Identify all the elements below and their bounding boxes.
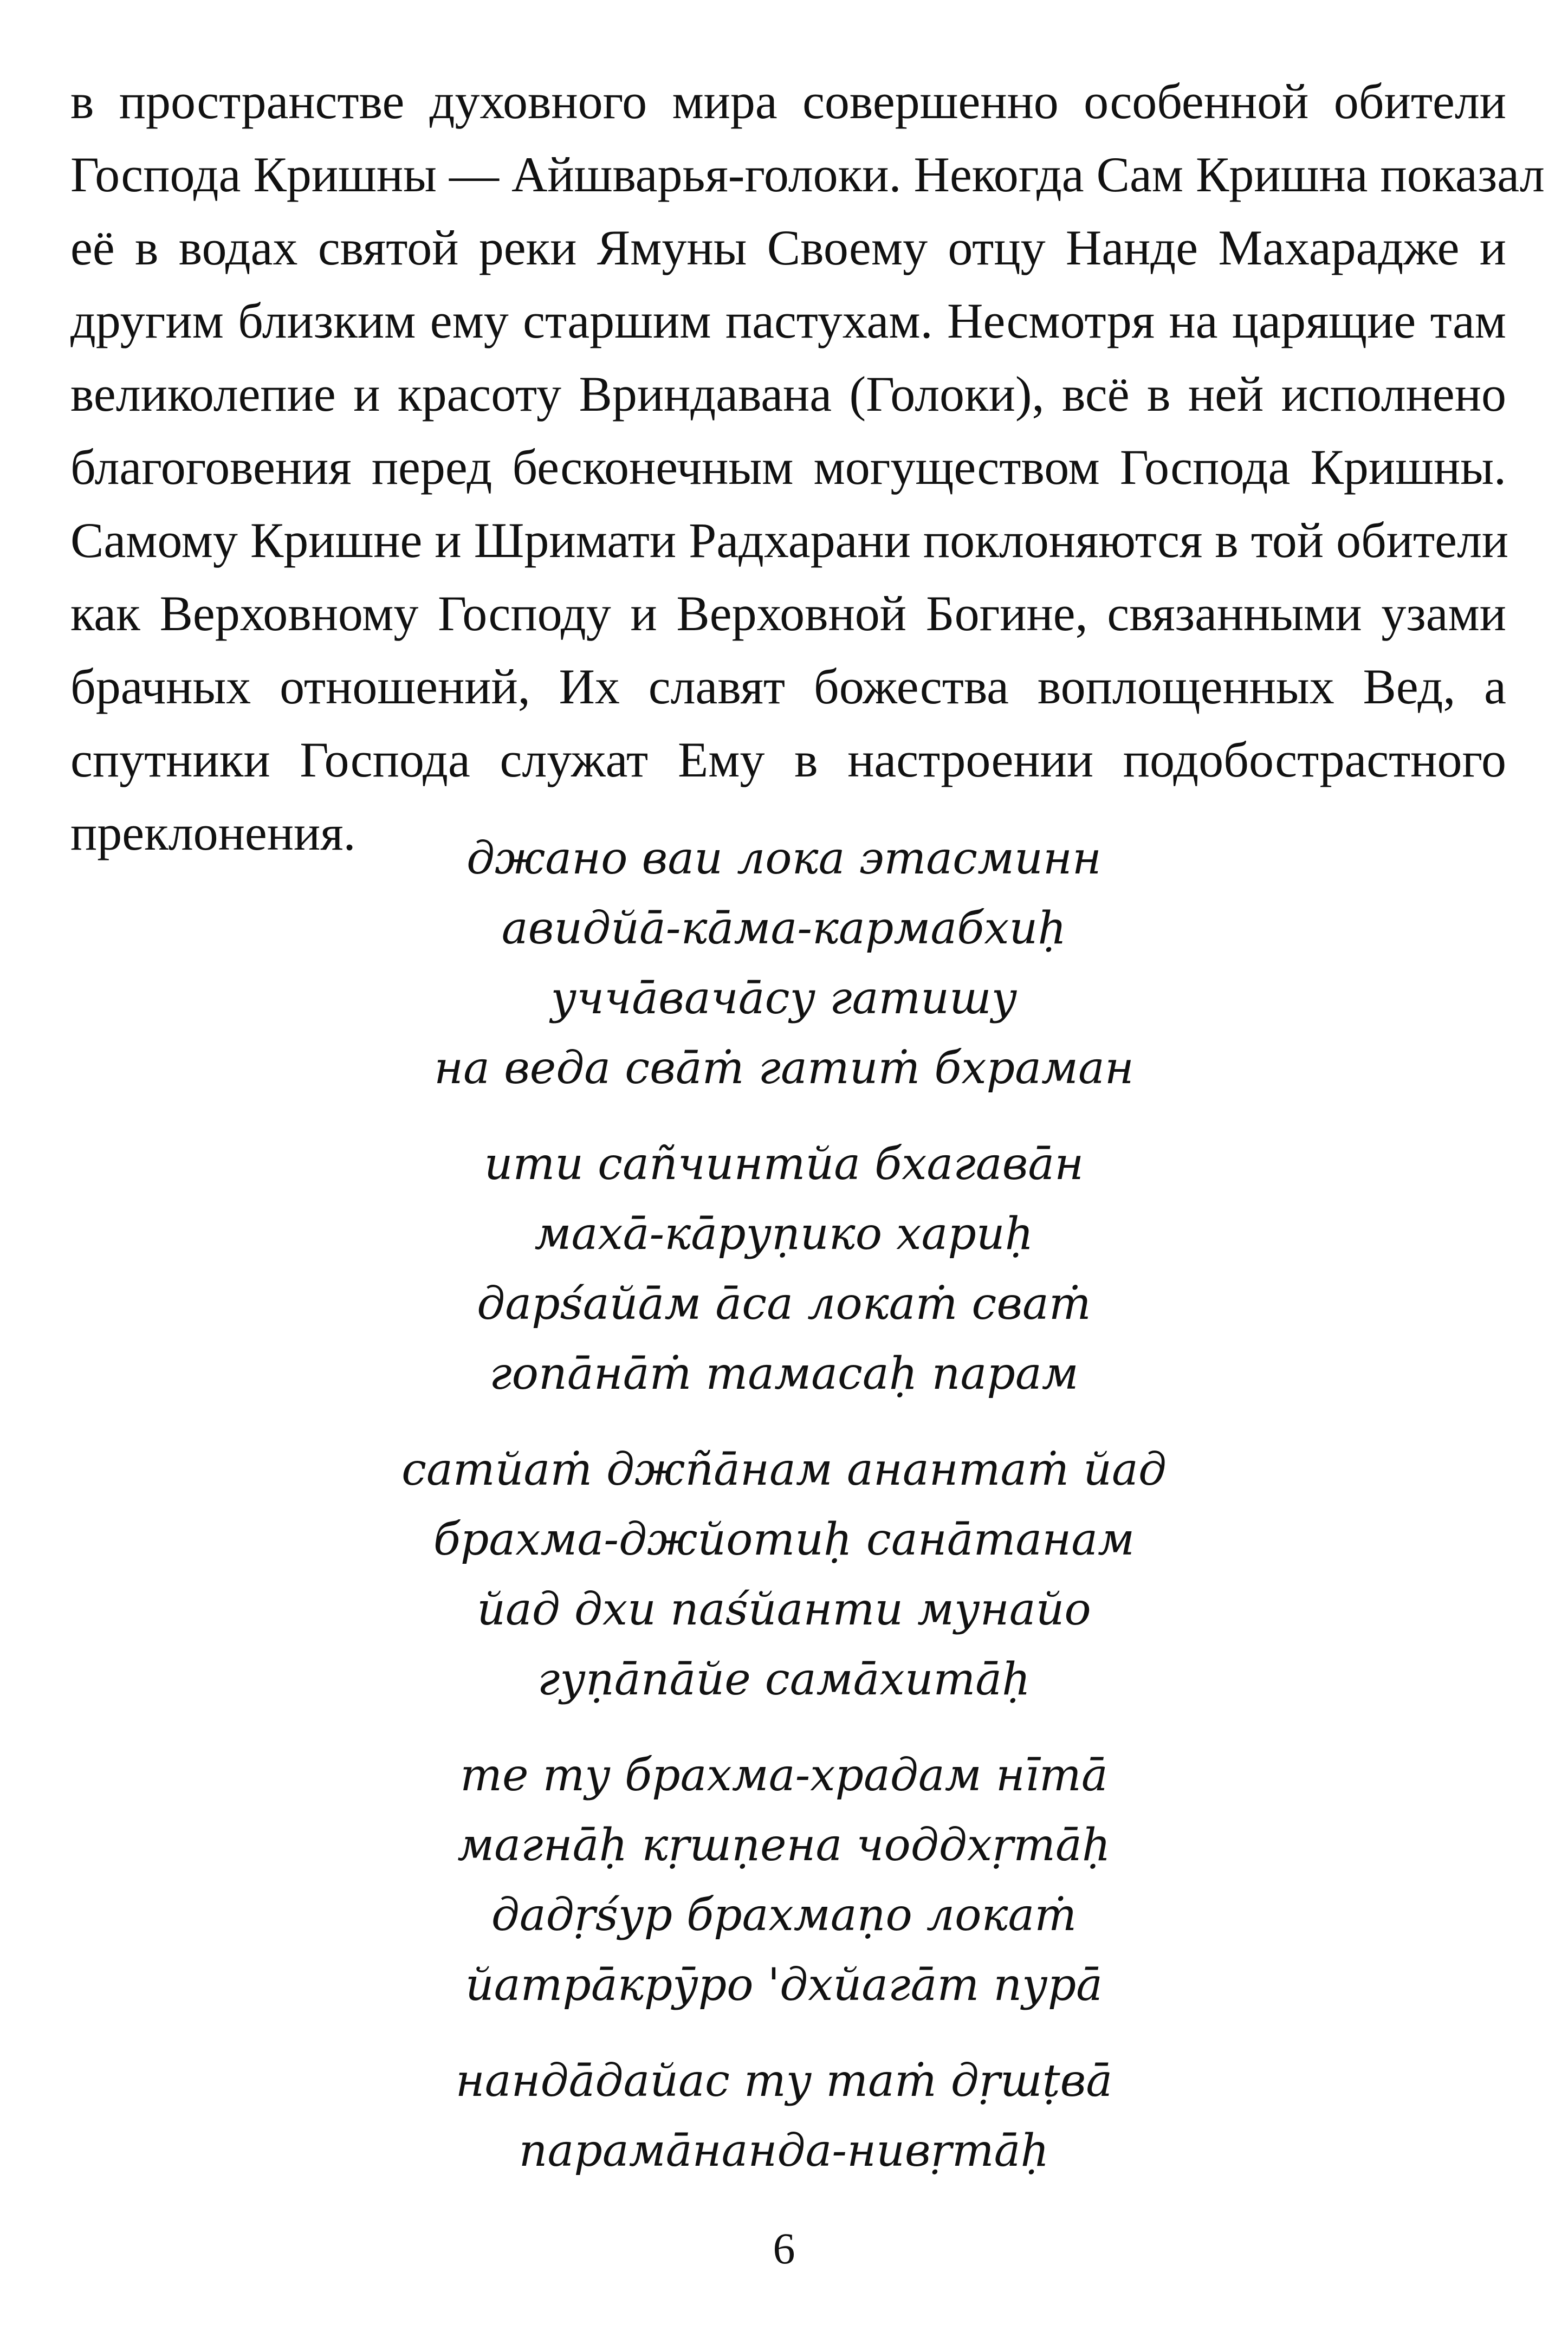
verse-stanza (0, 1129, 1568, 1409)
prose-line: её в водах святой реки Ямуны Своему отцу Нанде Махарадже и (70, 220, 1506, 275)
verse-stanza (0, 2046, 1568, 2186)
verse-block (0, 824, 1568, 2212)
verse-stanza (0, 1740, 1568, 2020)
verse-line: гопāнāṁ тамасаḥ парам (489, 1348, 1079, 1400)
page-number: 6 (773, 2224, 795, 2273)
prose-line: Самому Кришне и Шримати Радхарани поклоняются в той обители (70, 513, 1509, 568)
verse-line: сатйаṁ джñāнам анантаṁ йад (401, 1444, 1167, 1496)
verse-line: джано ваи лока этасминн (466, 833, 1102, 884)
verse-line: магнāḥ кṛшṇена чоддхṛтāḥ (457, 1820, 1111, 1871)
verse-line: йатрāкрӯро 'дхйагāт пурā (465, 1959, 1103, 2011)
prose-line: Господа Кришны — Айшварья-голоки. Некогда Сам Кришна показал (70, 147, 1545, 202)
verse-line: нандāдайас ту таṁ дṛшṭвā (455, 2055, 1113, 2107)
prose-line: другим близким ему старшим пастухам. Несмотря на царящие там (70, 293, 1506, 348)
verse-line: дарśайāм āса локаṁ свaṁ (477, 1278, 1091, 1330)
prose-line: как Верховному Господу и Верховной Богине, связанными узами (70, 586, 1506, 641)
verse-line: гуṇāпāйе самāхитāḥ (537, 1654, 1031, 1705)
verse-line: дадṛśур брахмаṇо локаṁ (491, 1889, 1077, 1941)
verse-line: махā-кāруṇико хариḥ (534, 1208, 1034, 1260)
verse-stanza (0, 1435, 1568, 1714)
prose-line: спутники Господа служат Ему в настроении подобострастного (70, 732, 1506, 787)
verse-line: ити саñчинтйа бхагавāн (484, 1138, 1084, 1190)
verse-line: уччāвачāсу гатишу (550, 973, 1018, 1024)
prose-line: благоговения перед бесконечным могуществом Господа Кришны. (70, 439, 1506, 495)
prose-line: в пространстве духовного мира совершенно особенной обители (70, 74, 1506, 129)
verse-line: йад дхи паśйанти мунайо (477, 1584, 1091, 1635)
verse-line: брахма-джйотиḥ санāтанам (433, 1514, 1135, 1565)
prose-line: великолепие и красоту Вриндавана (Голоки), всё в ней исполнено (70, 366, 1506, 422)
prose-line: брачных отношений, Их славят божества воплощенных Вед, а (70, 659, 1506, 714)
verse-stanza (0, 824, 1568, 1103)
prose-line: преклонения. (70, 805, 356, 860)
verse-line: парамāнанда-нивṛтāḥ (519, 2125, 1049, 2177)
verse-line: авидйā-кāма-кармабхиḥ (501, 903, 1067, 954)
verse-line: на веда свāṁ гатиṁ бхраман (434, 1043, 1134, 1094)
prose-paragraph (70, 65, 1545, 870)
verse-line: те ту брахма-храдам нīтā (460, 1750, 1108, 1801)
